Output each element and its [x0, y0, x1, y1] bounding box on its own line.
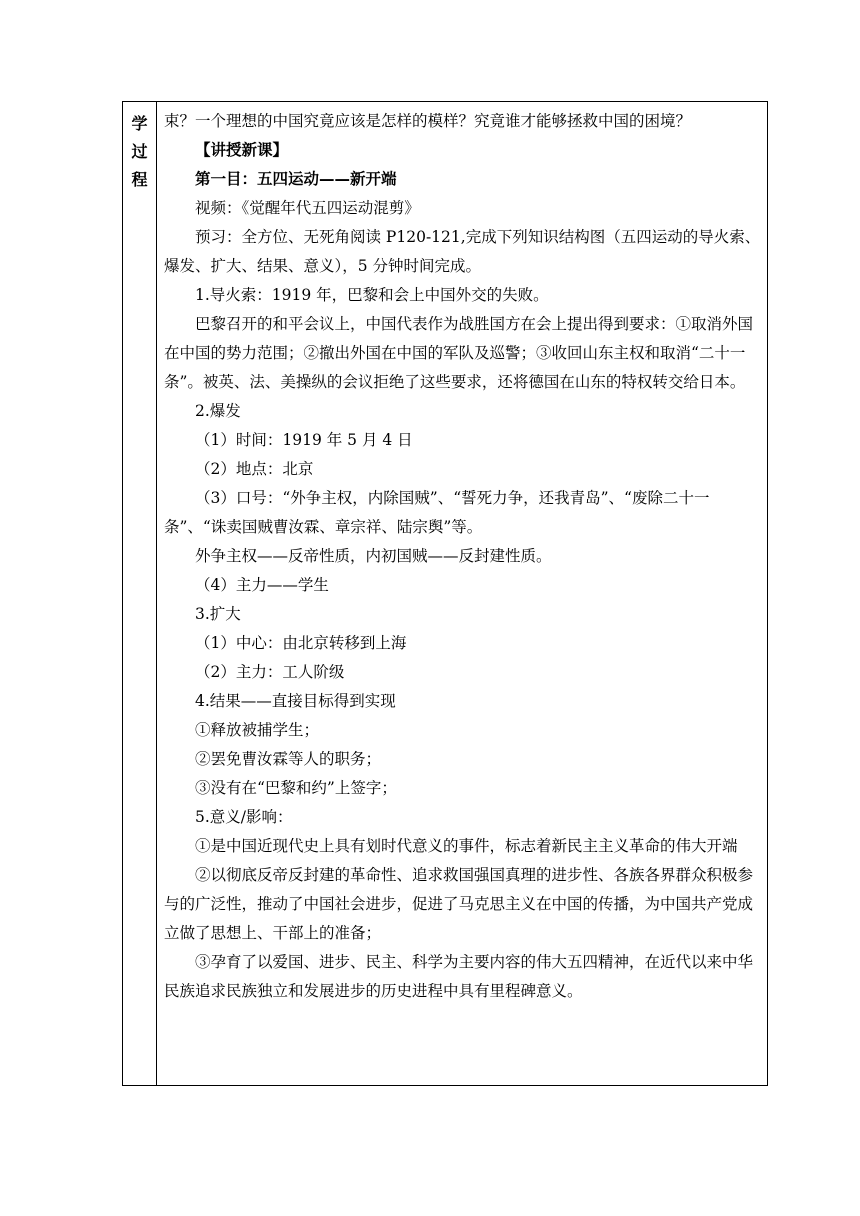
lesson-table	[122, 101, 768, 1086]
paragraph: ①是中国近现代史上具有划时代意义的事件，标志着新民主主义革命的伟大开端	[195, 837, 738, 855]
paragraph: ③没有在“巴黎和约”上签字；	[195, 779, 397, 797]
paragraph: ②罢免曹汝霖等人的职务；	[195, 750, 382, 768]
row-label	[123, 110, 156, 194]
paragraph: ②以彻底反帝反封建的革命性、追求救国强国真理的进步性、各族各界群众积极参与的广泛性，推动了中国社会进步，促进了马克思主义在中国的传播，为中国共产党成立做了思想上、干部上的准备；	[164, 866, 754, 942]
paragraph: 1.导火索：1919 年，巴黎和会上中国外交的失败。	[195, 286, 549, 304]
paragraph: 3.扩大	[195, 605, 241, 623]
paragraph: （2）地点：北京	[195, 460, 314, 478]
section-heading: 【讲授新课】	[195, 141, 289, 159]
paragraph: 巴黎召开的和平会议上，中国代表作为战胜国方在会上提出得到要求：①取消外国在中国的势力范围；②撤出外国在中国的军队及巡警；③收回山东主权和取消“二十一条”。被英、法、美操纵的会议拒绝了这些要求，还将德国在山东的特权转交给日本。	[164, 315, 754, 391]
row-label-cell	[123, 102, 157, 1085]
paragraph: 2.爆发	[195, 402, 241, 420]
row-label-char: 程	[131, 170, 148, 189]
paragraph: （4）主力——学生	[195, 576, 329, 594]
paragraph: 预习：全方位、无死角阅读 P120-121,完成下列知识结构图（五四运动的导火索、爆发、扩大、结果、意义），5 分钟时间完成。	[164, 228, 761, 275]
lesson-content	[164, 107, 762, 1006]
section-heading: 第一目：五四运动——新开端	[195, 170, 397, 188]
row-label-char: 过	[131, 142, 148, 161]
paragraph: （2）主力：工人阶级	[195, 663, 345, 681]
paragraph: ①释放被捕学生；	[195, 721, 320, 739]
paragraph: （1）中心：由北京转移到上海	[195, 634, 407, 652]
paragraph: 外争主权——反帝性质，内初国贼——反封建性质。	[195, 547, 552, 565]
row-label-char: 学	[131, 114, 148, 133]
paragraph: 束？一个理想的中国究竟应该是怎样的模样？究竟谁才能够拯救中国的困境？	[164, 112, 692, 130]
paragraph: ③孕育了以爱国、进步、民主、科学为主要内容的伟大五四精神，在近代以来中华民族追求民族独立和发展进步的历史进程中具有里程碑意义。	[164, 953, 754, 1000]
paragraph: （1）时间：1919 年 5 月 4 日	[195, 431, 413, 449]
paragraph: 4.结果——直接目标得到实现	[195, 692, 396, 710]
paragraph: （3）口号：“外争主权，内除国贼”、“誓死力争，还我青岛”、“废除二十一条”、“诛卖国贼曹汝霖、章宗祥、陆宗舆”等。	[164, 489, 710, 536]
paragraph: 视频：《觉醒年代五四运动混剪》	[195, 199, 420, 217]
paragraph: 5.意义/影响：	[195, 808, 293, 826]
